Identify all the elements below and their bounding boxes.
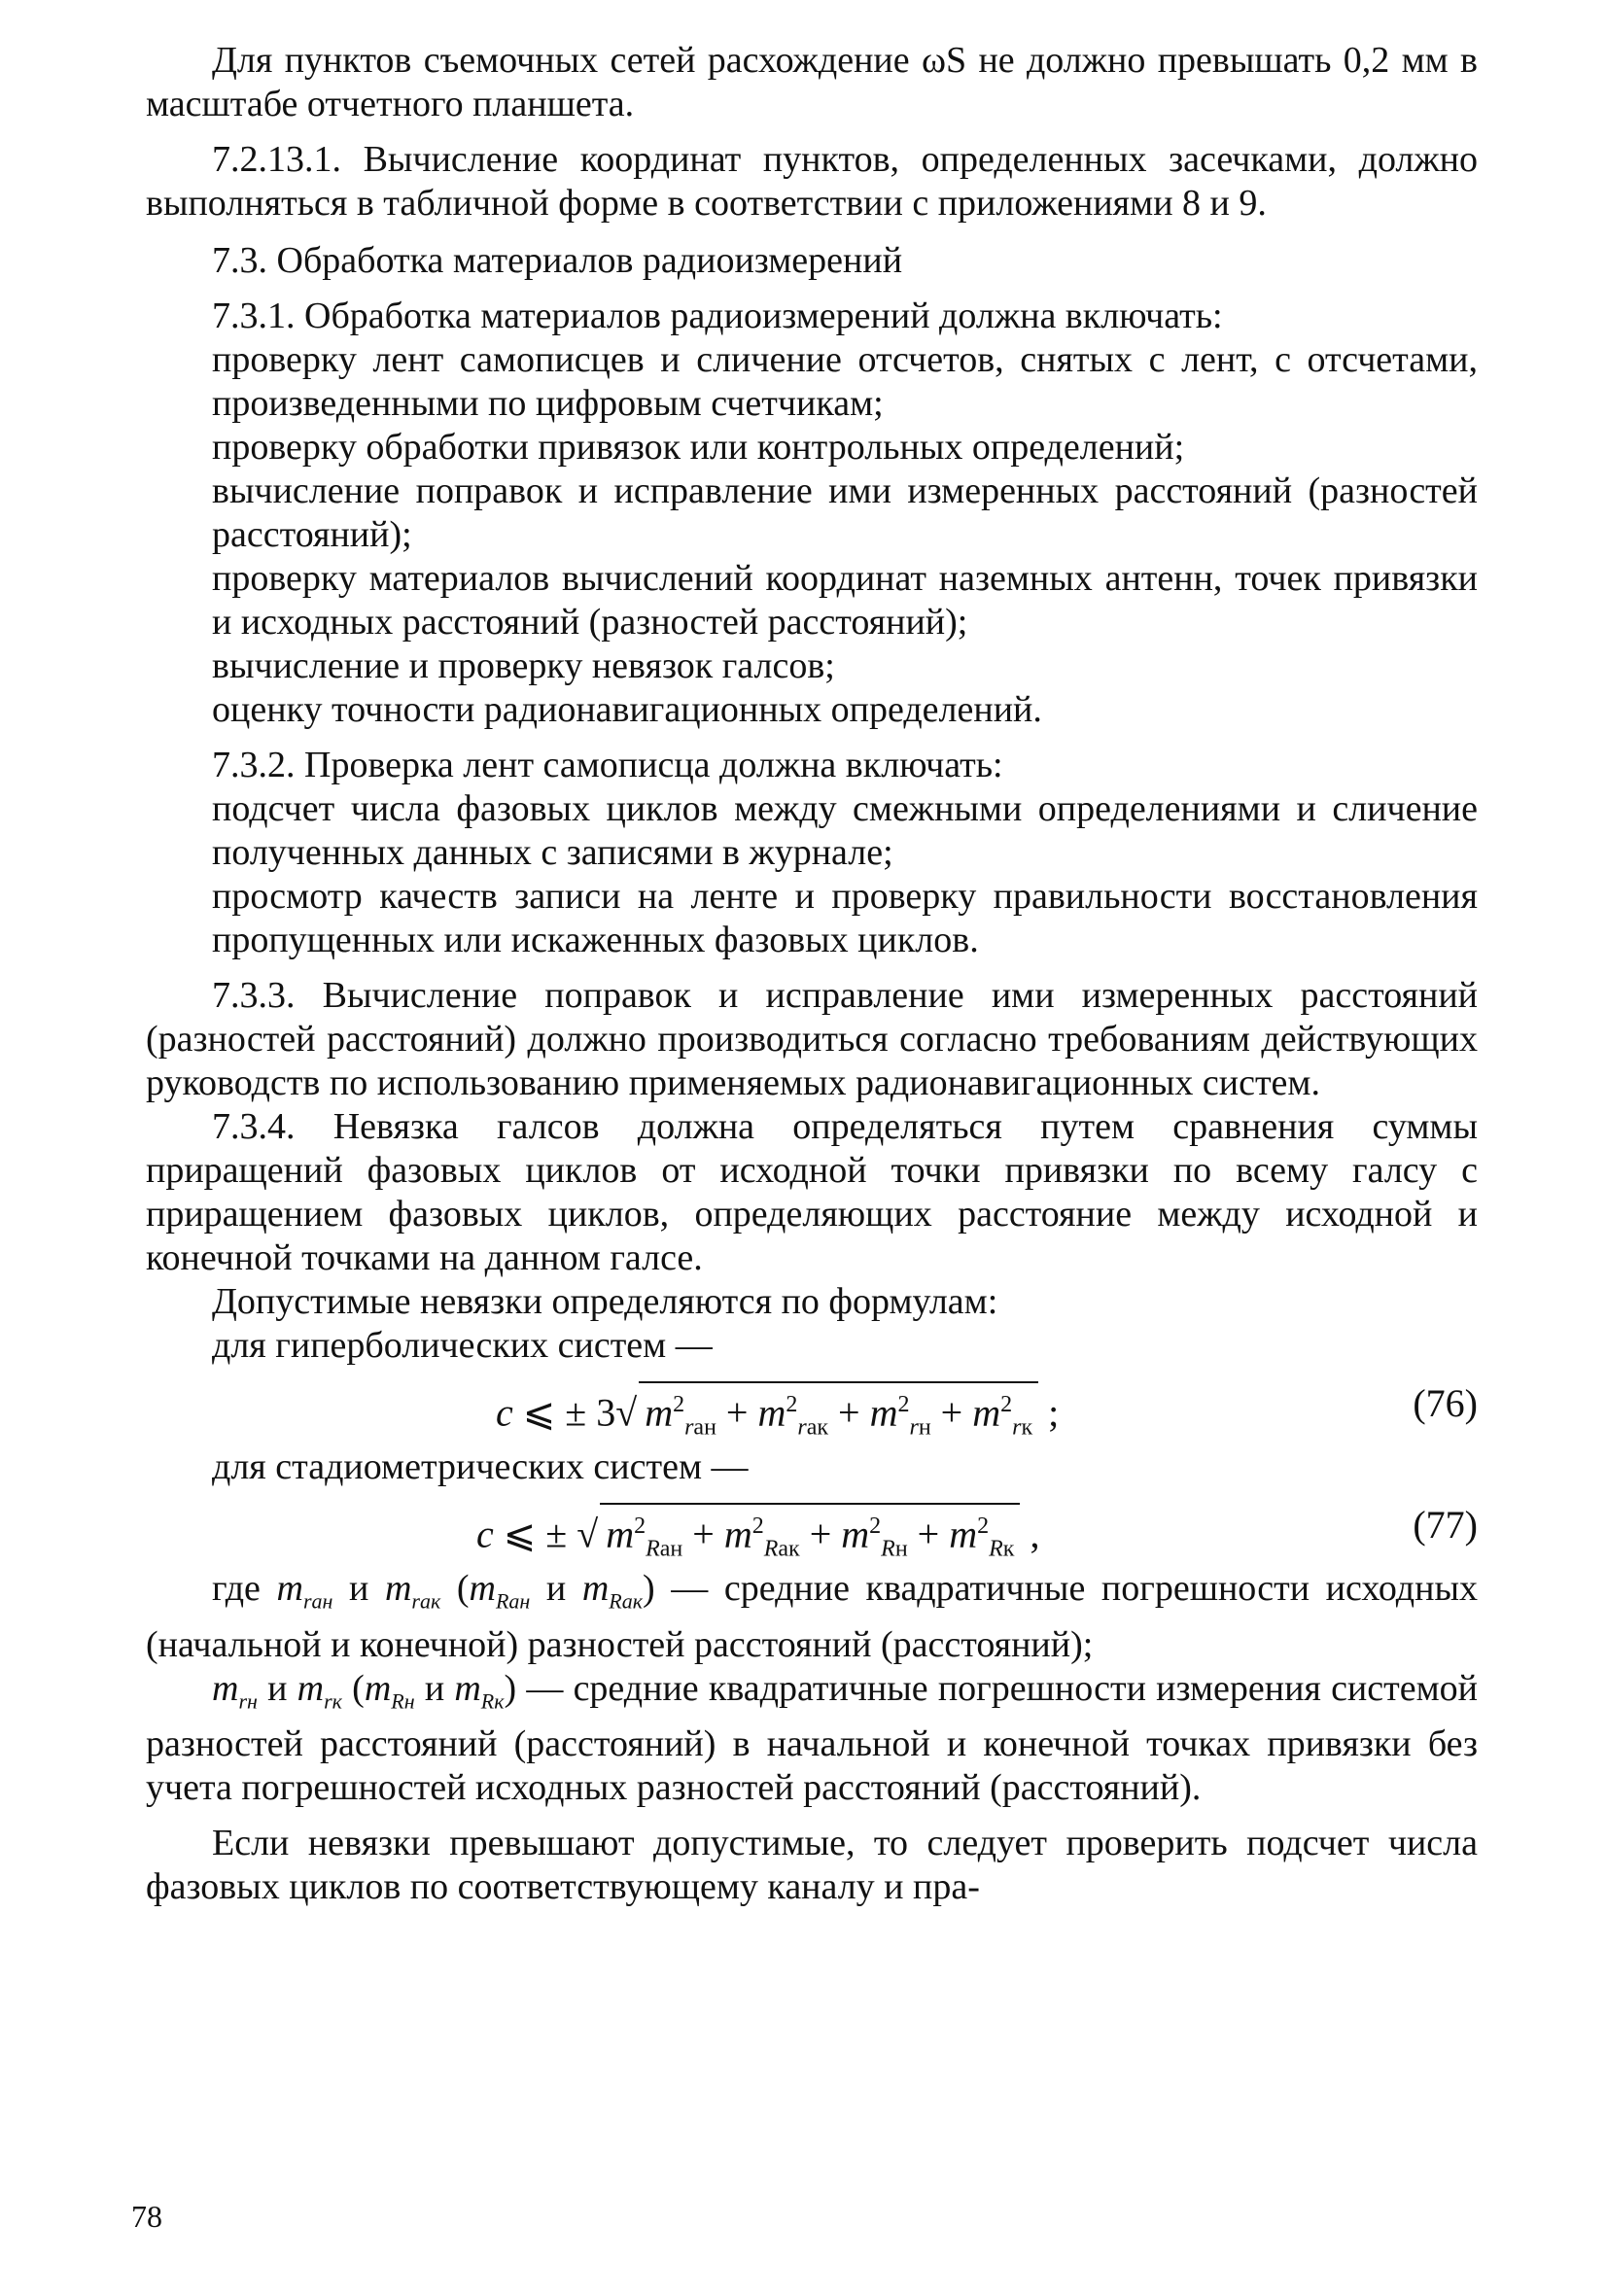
where-paragraph-1: где $m_{rан}$ и $m_{rак}$ ($m_{Rан}$ и $m_{Rак}$) — средние квадратичные погрешности исходных (начальной и конечной) разностей расстояний (расстояний);	[146, 1568, 1478, 1665]
formula-76-row	[146, 1368, 1478, 1445]
list-item-2: проверку обработки привязок или контрольных определений;	[212, 427, 1185, 468]
list-item-6: оценку точности радионавигационных определений.	[212, 689, 1042, 730]
list-item-1: проверку лент самописцев и сличение отсчетов, снятых с лент, с отсчетами, произведенными по цифровым счетчикам;	[212, 339, 1478, 424]
formula-77: c ⩽ ± √ $m^2_{Rан} + m^2_{Rак} + m^2_{Rн} + m^2_{Rк}$ ,	[476, 1503, 1039, 1571]
list-item-5: вычисление и проверку невязок галсов;	[212, 645, 835, 686]
paragraph-stadiometric: для стадиометрических систем —	[212, 1446, 749, 1487]
paragraph-7-3-1: 7.3.1. Обработка материалов радиоизмерений должна включать:	[212, 296, 1223, 336]
list-item-7: подсчет числа фазовых циклов между смежными определениями и сличение полученных данных с записями в журнале;	[212, 788, 1478, 873]
formula-76-number: (76)	[1413, 1381, 1478, 1425]
where-2-text: — средние квадратичные погрешности измерения системой разностей расстояний (расстояний) в начальной и конечной точках привязки без учета погрешностей исходных разностей расстояний (расстояний).	[146, 1667, 1478, 1809]
formula-77-number: (77)	[1413, 1503, 1478, 1547]
section-heading-7-3: 7.3. Обработка материалов радиоизмерений	[212, 240, 903, 281]
formula-77-row	[146, 1489, 1478, 1567]
where-paragraph-2: $m_{rн}$ и $m_{rк}$ ($m_{Rн}$ и $m_{Rк}$) — средние квадратичные погрешности измерения системой разностей расстояний (расстояний) в начальной и конечной точках привязки без учета погрешностей исходных разностей расстояний (расстояний).	[146, 1667, 1478, 1809]
formula-76: c ⩽ ± 3√ $m^2_{rан} + m^2_{rак} + m^2_{rн} + m^2_{rк}$ ;	[496, 1381, 1059, 1449]
paragraph-7-3-2: 7.3.2. Проверка лент самописца должна включать:	[212, 745, 1003, 785]
page-number: 78	[131, 2199, 162, 2234]
paragraph-7-3-3: 7.3.3. Вычисление поправок и исправление ими измеренных расстояний (разностей расстояний) должно производиться согласно требованиям действующих руководств по использованию применяемых радионавигационных систем.	[146, 975, 1478, 1103]
list-item-4: проверку материалов вычислений координат наземных антенн, точек привязки и исходных расстояний (разностей расстояний);	[212, 558, 1478, 643]
list-item-3: вычисление поправок и исправление ими измеренных расстояний (разностей расстояний);	[212, 470, 1478, 555]
paragraph-final: Если невязки превышают допустимые, то следует проверить подсчет числа фазовых циклов по соответствующему каналу и пра-	[146, 1823, 1478, 1908]
paragraph-hyperbolic: для гиперболических систем —	[212, 1325, 713, 1366]
paragraph-7-2-13-1: 7.2.13.1. Вычисление координат пунктов, определенных засечками, должно выполняться в табличной форме в соответствии с приложениями 8 и 9.	[146, 139, 1478, 224]
paragraph-1: Для пунктов съемочных сетей расхождение ωS не должно превышать 0,2 мм в масштабе отчетного планшета.	[146, 40, 1478, 124]
list-item-8: просмотр качеств записи на ленте и проверку правильности восстановления пропущенных или искаженных фазовых циклов.	[212, 876, 1478, 960]
document-page	[146, 39, 1478, 1909]
paragraph-7-3-4: 7.3.4. Невязка галсов должна определяться путем сравнения суммы приращений фазовых циклов от исходной точки привязки по всему галсу с приращением фазовых циклов, определяющих расстояние между исходной и конечной точками на данном галсе.	[146, 1106, 1478, 1278]
paragraph-formulas-intro: Допустимые невязки определяются по формулам:	[212, 1281, 998, 1322]
where-1-text: — средние квадратичные погрешности исходных (начальной и конечной) разностей расстояний (расстояний);	[146, 1568, 1478, 1665]
